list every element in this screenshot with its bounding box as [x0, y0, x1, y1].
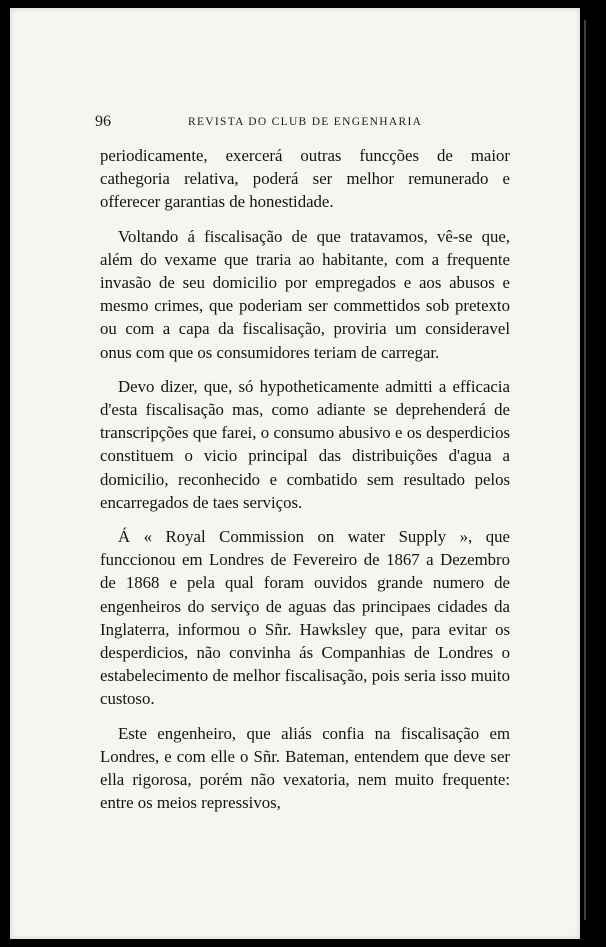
paragraph: Este engenheiro, que aliás confia na fiscalisação em Londres, e com elle o Sñr. Bateman, entendem que deve ser ella rigorosa, porém não vexatoria, nem muito frequente: entre os meios repressivos, [100, 723, 510, 813]
running-title: REVISTA DO CLUB DE ENGENHARIA [188, 116, 423, 128]
paragraph: Voltando á fiscalisação de que tratavamos, vê-se que, além do vexame que traria ao habitante, com a frequente invasão de seu domicilio por empregados e aos abusos e mesmo crimes, que poderiam ser commettidos sob pretexto ou com a capa da fiscalisação, proviria um consideravel onus com que os consumidores teriam de carregar. [100, 226, 510, 362]
body-text [100, 144, 510, 825]
page-number: 96 [95, 113, 111, 130]
paragraph-continuation: periodicamente, exercerá outras funcções de maior cathegoria relativa, poderá ser melhor remunerado e offerecer garantias de honestidade. [100, 146, 510, 212]
paragraph: Devo dizer, que, só hypotheticamente admitti a efficacia d'esta fiscalisação mas, como adiante se deprehenderá de transcripções que farei, o consumo abusivo e os desperdicios constituem o vicio principal das distribuições d'agua a domicilio, reconhecido e combatido sem resultado pelos encarregados de taes serviços. [100, 376, 510, 512]
paragraph: Á « Royal Commission on water Supply », que funccionou em Londres de Fevereiro de 1867 a Dezembro de 1868 e pela qual foram ouvidos grande numero de engenheiros do serviço de aguas das principaes cidades da Inglaterra, informou o Sñr. Hawksley que, para evitar os desperdicios, não convinha ás Companhias de Londres o estabelecimento de melhor fiscalisação, pois seria isso muito custoso. [100, 527, 510, 709]
binding-edge-line [584, 20, 586, 920]
